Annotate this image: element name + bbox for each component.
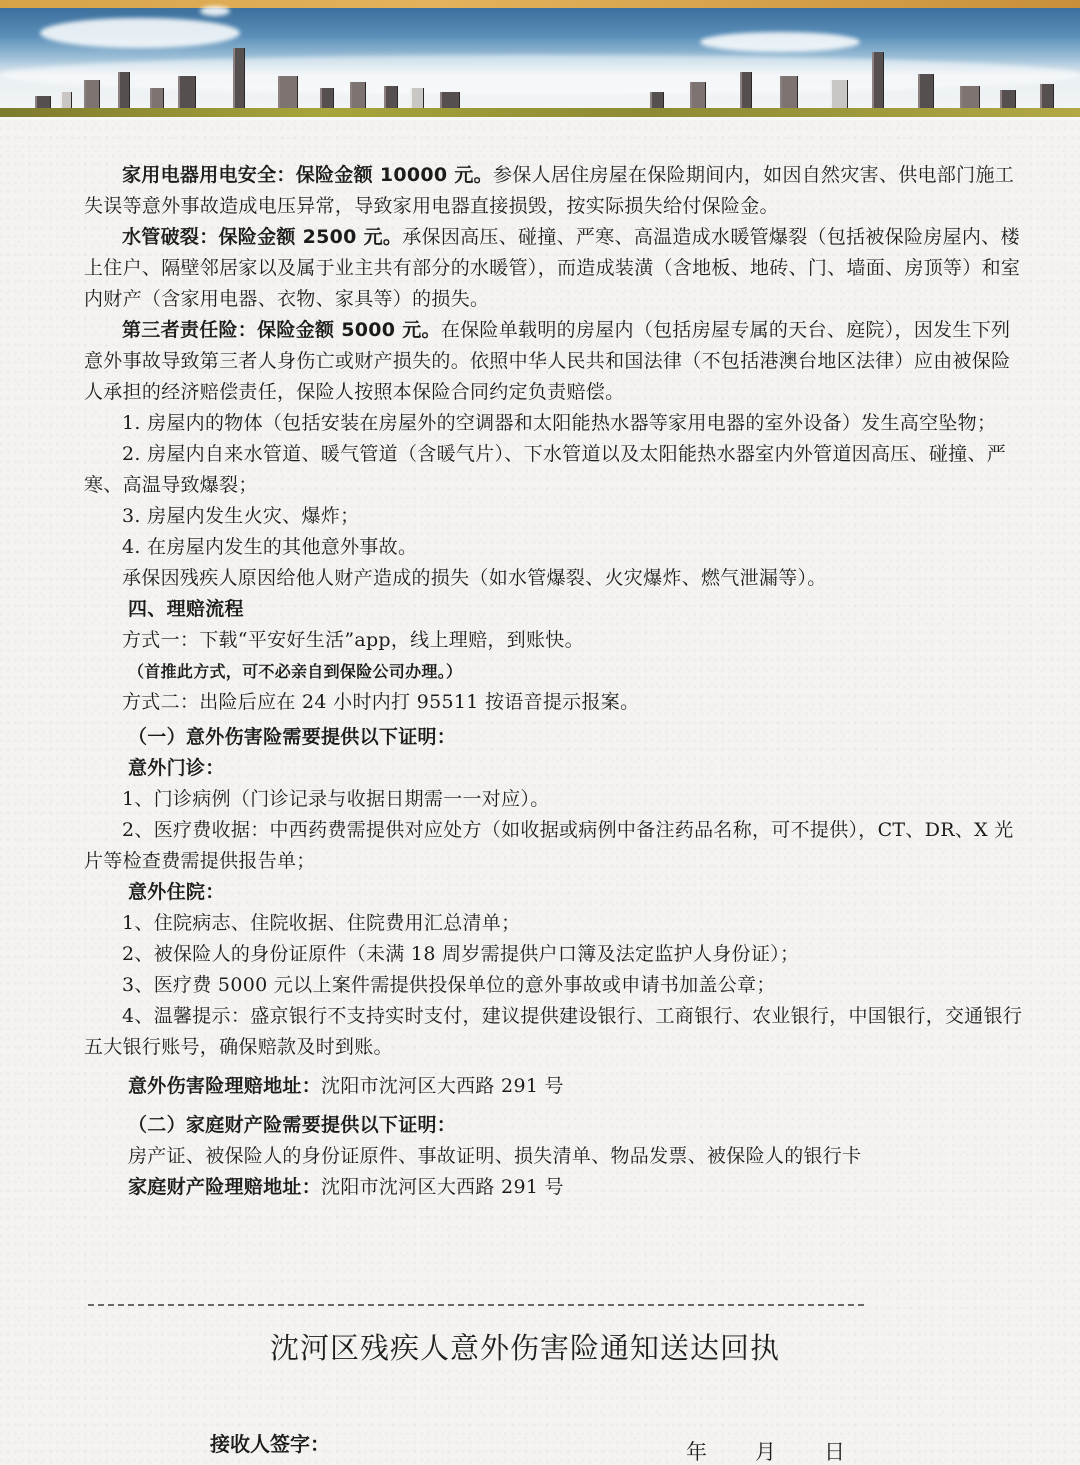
water-pipe-section [84, 222, 1024, 315]
inpatient-label: 意外住院： [128, 881, 225, 903]
building [1040, 84, 1054, 110]
third-party-item-4: 4. 在房屋内发生的其他意外事故。 [122, 536, 418, 558]
building [320, 88, 334, 110]
building [918, 74, 934, 110]
cut-line-separator [88, 1304, 864, 1306]
building [118, 72, 130, 110]
date-fields [686, 1436, 845, 1465]
inpatient-item-3: 3、医疗费 5000 元以上案件需提供投保单位的意外事故或申请书加盖公章； [122, 974, 776, 996]
building [84, 80, 100, 110]
third-party-item-2: 2. 房屋内自来水管道、暖气管道（含暖气片）、下水管道以及太阳能热水器室内外管道因高压、碰撞、严寒、高温导致爆裂； [84, 443, 1007, 496]
property-address-line [84, 1172, 1024, 1203]
building [410, 88, 424, 110]
signature-label: 接收人签字： [210, 1432, 330, 1456]
building [233, 48, 245, 110]
water-pipe-title: 水管破裂：保险金额 2500 元。 [122, 226, 403, 248]
banner-gold-strip [0, 0, 1080, 8]
building [350, 82, 366, 110]
accident-heading: （一）意外伤害险需要提供以下证明： [128, 726, 457, 748]
building [740, 72, 752, 110]
cloud [700, 32, 860, 52]
month-label: 月 [755, 1440, 776, 1464]
building [178, 76, 196, 110]
outpatient-label: 意外门诊： [128, 757, 225, 779]
banner-ground [0, 108, 1080, 117]
year-label: 年 [686, 1440, 707, 1464]
cloud [200, 6, 230, 16]
third-party-item-3: 3. 房屋内发生火灾、爆炸； [122, 505, 360, 527]
cloud [40, 18, 240, 48]
accident-address: 沈阳市沈河区大西路 291 号 [321, 1075, 564, 1097]
building [384, 86, 398, 110]
claims-method-two: 方式二：出险后应在 24 小时内打 95511 按语音提示报案。 [122, 691, 640, 713]
property-address-label: 家庭财产险理赔地址： [128, 1176, 322, 1198]
property-address: 沈阳市沈河区大西路 291 号 [321, 1176, 564, 1198]
building [872, 52, 884, 110]
property-heading: （二）家庭财产险需要提供以下证明： [128, 1114, 457, 1136]
claims-heading: 四、理赔流程 [128, 598, 244, 620]
document-body [84, 160, 1024, 1203]
appliance-text: 参保人居住房屋在保险期间内，如因自然灾害、供电部门施工失误等意外事故造成电压异常，导致家用电器直接损毁，按实际损失给付保险金。 [84, 164, 1015, 217]
appliance-title: 家用电器用电安全：保险金额 10000 元。 [122, 164, 493, 186]
third-party-text: 在保险单载明的房屋内（包括房屋专属的天台、庭院），因发生下列意外事故导致第三者人身伤亡或财产损失的。依照中华人民共和国法律（不包括港澳台地区法律）应由被保险人承担的经济赔偿责任，保险人按照本保险合同约定负责赔偿。 [84, 319, 1011, 403]
building [150, 88, 164, 110]
receipt-title: 沈河区残疾人意外伤害险通知送达回执 [269, 1331, 780, 1365]
day-label: 日 [824, 1440, 845, 1464]
building [690, 82, 706, 110]
third-party-extra: 承保因残疾人原因给他人财产造成的损失（如水管爆裂、火灾爆炸、燃气泄漏等）。 [122, 567, 827, 589]
inpatient-item-1: 1、住院病志、住院收据、住院费用汇总清单； [122, 912, 521, 934]
third-party-item-1: 1. 房屋内的物体（包括安装在房屋外的空调器和太阳能热水器等家用电器的室外设备）发生高空坠物； [122, 412, 997, 434]
third-party-section [84, 315, 1024, 408]
building [1000, 90, 1016, 110]
building [278, 76, 298, 110]
appliance-section [84, 160, 1024, 222]
outpatient-item-2: 2、医疗费收据：中西药费需提供对应处方（如收据或病例中备注药品名称，可不提供），CT、DR、X 光片等检查费需提供报告单； [84, 819, 1014, 872]
inpatient-item-2: 2、被保险人的身份证原件（未满 18 周岁需提供户口簿及法定监护人身份证）； [122, 943, 800, 965]
accident-address-label: 意外伤害险理赔地址： [128, 1075, 322, 1097]
accident-address-line [84, 1071, 1024, 1102]
outpatient-item-1: 1、门诊病例（门诊记录与收据日期需一一对应）。 [122, 788, 550, 810]
city-skyline-banner [0, 0, 1080, 120]
property-documents: 房产证、被保险人的身份证原件、事故证明、损失清单、物品发票、被保险人的银行卡 [128, 1145, 862, 1167]
water-pipe-text: 承保因高压、碰撞、严寒、高温造成水暖管爆裂（包括被保险房屋内、楼上住户、隔壁邻居家以及属于业主共有部分的水暖管），而造成装潢（含地板、地砖、门、墙面、房顶等）和室内财产（含家用电器、衣物、家具等）的损失。 [84, 226, 1021, 310]
claims-method-one-note: （首推此方式，可不必亲自到保险公司办理。） [128, 662, 463, 681]
third-party-title: 第三者责任险：保险金额 5000 元。 [122, 319, 441, 341]
building [780, 76, 798, 110]
building [830, 80, 848, 110]
inpatient-item-4: 4、温馨提示：盛京银行不支持实时支付，建议提供建设银行、工商银行、农业银行，中国银行，交通银行五大银行账号，确保赔款及时到账。 [84, 1005, 1023, 1058]
claims-method-one: 方式一：下载“平安好生活”app，线上理赔，到账快。 [122, 629, 584, 651]
building [960, 86, 980, 110]
